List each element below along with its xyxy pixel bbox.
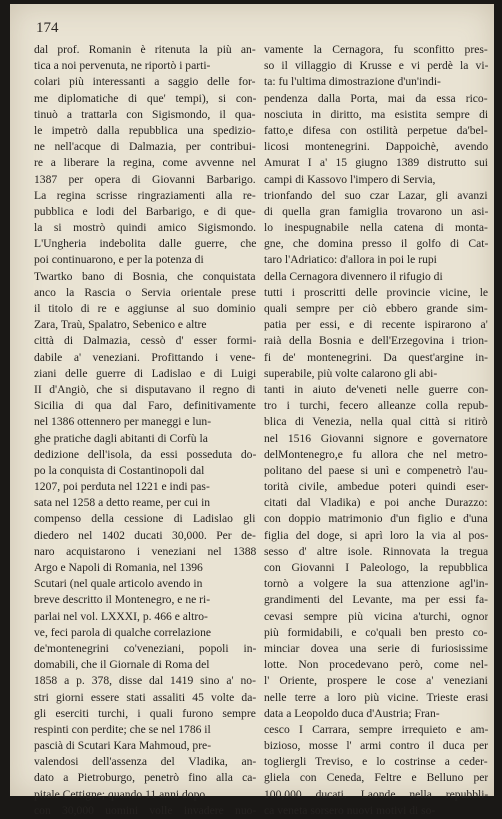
text-line: poi continuarono, e per la potenza di (34, 253, 204, 267)
text-line: dato a Pietroburgo, penetrò fino alla ca- (34, 771, 256, 785)
text-line: campi di Kassovo l'impero di Servia, (264, 172, 436, 186)
text-line: figlia del doge, si aprì loro la via al pos- (264, 528, 488, 542)
text-line: ve, feci parola di qualche correlazione (34, 625, 212, 639)
text-line: pubblica e lodi del Barbarigo, e di que- (34, 204, 256, 218)
text-line: pitale Cettigne; quando 11 anni dopo (34, 787, 206, 801)
text-line: tanti in aiuto de'veneti nelle guerre con- (264, 382, 488, 396)
right-column (264, 42, 488, 819)
text-line: La regina scrisse ringraziamenti alla re- (34, 188, 256, 202)
page-number: 174 (36, 20, 59, 36)
text-line: Zara, Traù, Spalatro, Sebenico e altre (34, 318, 207, 332)
text-line: 1387 per opera di Giovanni Barbarigo. (34, 172, 256, 186)
text-line: bizioso, mosse l' armi contro il duca per (264, 739, 488, 753)
text-line: pendenza dalla Porta, mai da essa rico- (264, 91, 488, 105)
text-line: tro i turchi, fecero alleanze colla repub- (264, 399, 488, 413)
text-line: nelle terre a loro più vicine. Trieste erasi (264, 690, 488, 704)
text-line: de'montenegrini co'veneziani, popoli in- (34, 641, 256, 655)
text-line: con doppio matrimonio d'un figlio e d'una (264, 512, 488, 526)
text-line: Argo e Napoli di Romania, nel 1396 (34, 561, 203, 574)
text-line: sata nel 1258 a detto reame, per cui in (34, 496, 211, 510)
text-line: lo inespugnabile nella catena di monta- (264, 221, 488, 235)
text-line: patia per essi, e di recente ispirarono a' (264, 318, 488, 332)
text-line: trionfando del suo czar Lazar, gli avanzi (264, 188, 488, 202)
text-line: grandimenti del Levante, ma per essi fa- (264, 593, 488, 607)
text-line: taro l'Adriatico: d'allora in poi le rupi (264, 253, 437, 267)
text-line: 1858 a p. 378, disse dal 1419 sino a' no- (34, 674, 256, 688)
text-line: di quella gran famiglia trovarono un asi- (264, 204, 488, 218)
text-line: gliela con Ceneda, Feltre e Belluno per (264, 771, 488, 785)
text-line: breve descritto il Montenegro, e ne ri- (34, 593, 211, 607)
text-line: politano del paese si unì e compenetrò l'au- (264, 463, 488, 477)
text-line: ca veneta sorsero nuovi motivi di so- (264, 803, 436, 817)
text-line: domabili, che il Giornale di Roma del (34, 658, 210, 672)
text-line: delMontenegro,e fu allora che nel metro- (264, 447, 488, 461)
text-line: blica di Venezia, nella qual città si ritirò (264, 415, 488, 429)
text-line: diedero nel 1402 ducati 30,000. Per de- (34, 528, 256, 542)
text-line: citati dal Vladika) e poi anche Durazzo: (264, 496, 488, 510)
text-line: ta: fu l'ultima dimostrazione d'un'indi- (264, 75, 441, 89)
text-line: data a Leopoldo duca d'Austria; Fran- (264, 706, 440, 720)
text-line: cevasi sempre più vicina a'turchi, ognor (264, 609, 488, 623)
text-line: naro acquistarono i veneziani nel 1388 (34, 544, 256, 558)
text-line: ne nell'acque di Dalmazia, per contribui- (34, 140, 256, 154)
text-line: gne, che domina presso il golfo di Cat- (264, 237, 488, 251)
text-line: superabile, più volte calarono gli abi- (264, 366, 438, 380)
left-column (34, 42, 256, 819)
text-line: stri giorni essere stati assaliti 45 volte da- (34, 690, 256, 704)
text-line: il titolo di re e aggiunse al suo dominio (34, 302, 256, 315)
text-line: parlai nel vol. LXXXI, p. 466 e altro- (34, 609, 208, 623)
text-line: tornò a volgere la sua attenzione agl'in- (264, 577, 488, 591)
text-line: nel 1386 ottennero per maneggi e lun- (34, 415, 212, 429)
text-line: Twartko bano di Bosnia, che conquistata (34, 269, 256, 283)
text-line: vamente la Cernagora, fu sconfitto pres- (264, 43, 488, 56)
text-line: so il villaggio di Krusse e vi perdè la vi- (264, 59, 488, 73)
text-line: gli eserciti turchi, i quali furono sempre (34, 706, 256, 720)
text-line: tinuò a trattarla con Sigismondo, il qua- (34, 107, 256, 121)
text-line: licosi montenegrini. Dappoichè, avendo (264, 140, 488, 154)
text-line: fi de' montenegrini. Da quest'argine in- (264, 350, 488, 364)
text-line: dal prof. Romanin è ritenuta la più an- (34, 43, 256, 56)
text-line: lotte. Non procedevano però, come nel- (264, 658, 488, 672)
text-line: Scutari (nel quale articolo avendo in (34, 577, 203, 591)
text-line: Amurat I a' 15 giugno 1389 distrutto sui (264, 156, 488, 170)
text-line: nel 1516 Giovanni signore e governatore (264, 431, 488, 445)
text-line: togliergli Treviso, e lo costrinse a ceder- (264, 755, 488, 769)
text-line: compenso della cessione di Ladislao gli (34, 512, 256, 526)
text-line: le impetrò dalla repubblica una spedizio- (34, 123, 256, 137)
text-line: me diplomatiche di que' tempi), si con- (34, 91, 256, 105)
text-line: Sicilia di qua dal Faro, definitivamente (34, 399, 256, 413)
text-line: città di Dalmazia, cessò d' esser formi- (34, 334, 256, 348)
book-page (10, 4, 494, 817)
text-line: fatto,e difesa con ostilità perpetue da'bel- (264, 123, 488, 137)
text-line: nosciuta in diritto, ma esistita sempre di (264, 107, 488, 121)
text-line: quali sempre per ciò ebbero grande sim- (264, 302, 488, 315)
text-line: con Giovanni I Paleologo, la repubblica (264, 561, 488, 574)
text-line: valendosi dell'assenza del Vladika, an- (34, 755, 256, 769)
text-line: la si mostrò quindi amico Sigismondo. (34, 221, 256, 235)
text-line: dedizione dell'isola, da essi posseduta do- (34, 447, 256, 461)
text-line: ziani delle guerre di Ladislao e di Luigi (34, 366, 256, 380)
text-line: tutti i proscritti delle provincie vicine, le (264, 285, 488, 299)
text-line: po la conquista di Costantinopoli dal (34, 463, 205, 477)
text-line: L'Ungheria indebolita dalle guerre, che (34, 237, 256, 251)
text-line: 100,000 ducati. Laonde nella repubbli- (264, 787, 488, 801)
text-line: dabile a' veneziani. Profittando i vene- (34, 350, 256, 364)
text-line: con 30,000 uomini volle invadere nuo- (34, 803, 256, 817)
text-line: anco la Rascia o Servia orientale prese (34, 285, 256, 299)
text-line: sesso d' altre isole. Rinnovata la tregua (264, 544, 488, 558)
text-line: ghe pratiche dagli abitanti di Corfù la (34, 431, 208, 445)
text-line: l' Oriente, prospere le cose a' veneziani (264, 674, 488, 688)
text-line: raià della Bosnia e dell'Erzegovina i trion- (264, 334, 488, 348)
text-line: respinti con perdite; che se nel 1786 il (34, 722, 211, 736)
text-line: colari più interessanti a saggio delle for- (34, 75, 256, 89)
text-line: tica a noi pervenuta, ne riportò i parti- (34, 59, 211, 73)
text-line: cesco I Carrara, sempre irrequieto e am- (264, 722, 488, 736)
text-line: II d'Angiò, che si disputavano il regno di (34, 382, 256, 396)
text-line: della Cernagora divennero il rifugio di (264, 269, 443, 283)
text-line: re a liberare la regina, come avvenne nel (34, 156, 256, 170)
text-line: pascià di Scutari Kara Mahmoud, pre- (34, 739, 212, 753)
text-line: minciar dovea una serie di furiosissime (264, 641, 488, 655)
text-line: torità civile, ambedue poteri quindi eser- (264, 480, 488, 494)
text-line: più formidabili, e co'quali ben presto co- (264, 625, 488, 639)
text-line: 1207, poi perduta nel 1221 e indi pas- (34, 480, 210, 494)
